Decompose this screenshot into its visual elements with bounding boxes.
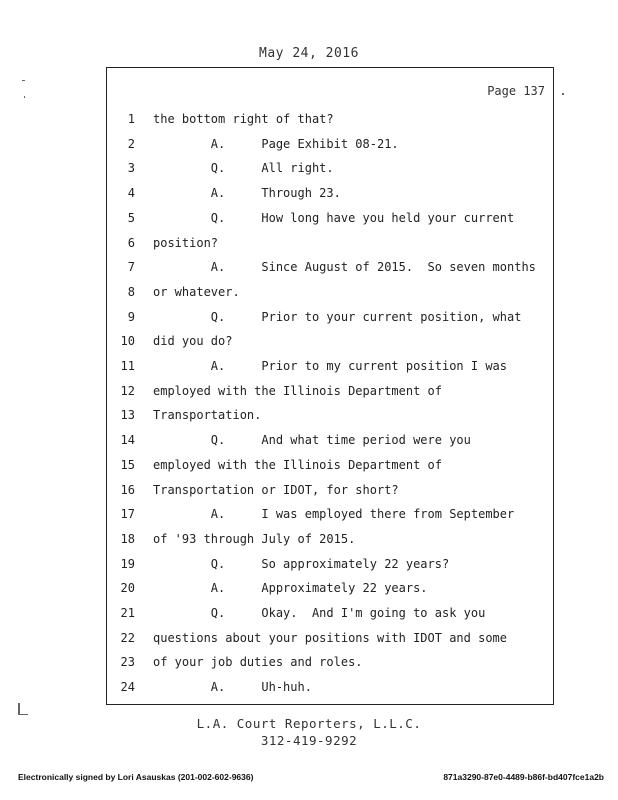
line-text: A. Page Exhibit 08-21. (153, 136, 399, 151)
transcript-line (107, 529, 547, 549)
line-text: position? (153, 235, 219, 250)
line-number: 11 (120, 359, 135, 373)
line-number: 4 (127, 186, 135, 201)
line-text: employed with the Illinois Department of (153, 457, 442, 472)
line-number: 7 (127, 260, 135, 275)
transcript-page-frame (106, 67, 554, 705)
line-text: questions about your positions with IDOT and some (153, 630, 508, 645)
line-number: 13 (120, 408, 135, 423)
line-text: A. Through 23. (153, 186, 341, 201)
scan-speck (20, 714, 28, 715)
transcript-line (107, 603, 547, 623)
line-text: Q. And what time period were you (153, 433, 471, 448)
line-number: 6 (127, 235, 135, 250)
transcript-line (107, 307, 547, 327)
transcript-line (107, 257, 547, 277)
deposition-date: May 24, 2016 (259, 46, 359, 61)
transcript-line (107, 282, 547, 302)
line-text: Transportation or IDOT, for short? (153, 482, 399, 497)
line-number: 9 (127, 309, 135, 324)
footer-company: L.A. Court Reporters, L.L.C. (196, 716, 422, 731)
scan-speck (24, 96, 25, 98)
line-text: of your job duties and roles. (153, 655, 363, 670)
transcript-line (107, 628, 547, 648)
line-text: A. Since August of 2015. So seven months (153, 260, 536, 275)
line-number: 17 (120, 507, 135, 522)
transcript-line (107, 652, 547, 672)
transcript-line (107, 158, 547, 178)
line-text: employed with the Illinois Department of (153, 383, 442, 398)
line-number: 18 (120, 531, 135, 546)
line-number: 19 (120, 556, 135, 571)
page-number: Page 137 (487, 84, 545, 98)
transcript-line (107, 356, 547, 376)
line-number: 21 (120, 606, 135, 620)
document-hash: 871a3290-87e0-4489-b86f-bd407fce1a2b (443, 772, 604, 782)
line-number: 22 (120, 630, 135, 645)
line-text: Q. So approximately 22 years? (153, 556, 450, 571)
line-text: of '93 through July of 2015. (153, 531, 356, 546)
line-text: did you do? (153, 334, 233, 349)
line-number: 16 (120, 482, 135, 497)
line-number: 24 (120, 680, 135, 695)
line-text: Q. Prior to your current position, what (153, 309, 522, 324)
transcript-line (107, 554, 547, 574)
line-text: Transportation. (153, 408, 262, 423)
line-text: Q. All right. (153, 161, 334, 176)
line-text: A. Uh-huh. (153, 680, 312, 695)
line-number: 10 (120, 334, 135, 349)
line-text: A. Approximately 22 years. (153, 581, 428, 596)
line-text: the bottom right of that? (153, 112, 334, 126)
line-number: 5 (127, 210, 135, 225)
scan-speck (562, 93, 564, 95)
line-text: Q. How long have you held your current (153, 210, 515, 225)
line-number: 20 (120, 581, 135, 596)
transcript-line (107, 455, 547, 475)
line-text: A. I was employed there from September (153, 507, 515, 522)
transcript-line (107, 430, 547, 450)
line-text: Q. Okay. And I'm going to ask you (153, 606, 486, 620)
scan-speck (22, 80, 25, 81)
line-number: 3 (127, 161, 135, 176)
footer-phone: 312-419-9292 (260, 733, 358, 748)
transcript-line (107, 109, 547, 129)
line-number: 1 (127, 112, 135, 126)
transcript-line (107, 504, 547, 524)
line-number: 14 (120, 433, 135, 448)
transcript-line (107, 677, 547, 697)
line-number: 8 (127, 284, 135, 299)
line-number: 15 (120, 457, 135, 472)
line-text: A. Prior to my current position I was (153, 359, 508, 373)
transcript-line (107, 183, 547, 203)
transcript-line (107, 233, 547, 253)
transcript-line (107, 480, 547, 500)
transcript-line (107, 381, 547, 401)
transcript-line (107, 578, 547, 598)
line-text: or whatever. (153, 284, 240, 299)
line-number: 2 (127, 136, 135, 151)
transcript-line (107, 405, 547, 425)
transcript-line (107, 331, 547, 351)
line-number: 23 (120, 655, 135, 670)
transcript-line (107, 134, 547, 154)
line-number: 12 (120, 383, 135, 398)
electronic-signature: Electronically signed by Lori Asauskas (201-002-602-9636) (18, 772, 254, 782)
transcript-line (107, 208, 547, 228)
